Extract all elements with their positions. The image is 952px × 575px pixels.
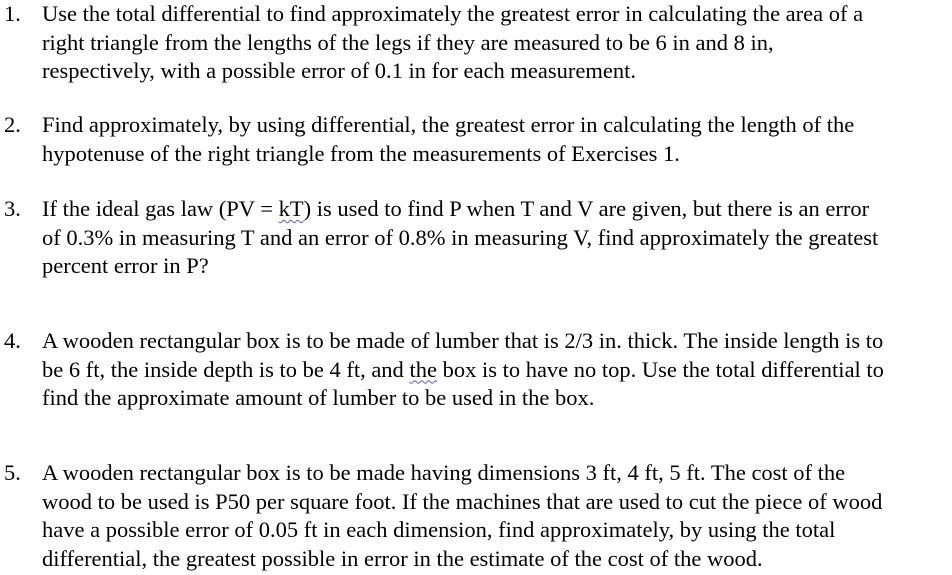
- problem-text: [42, 195, 947, 281]
- text-line: right triangle from the lengths of the legs if they are measured to be 6 in and 8 in,: [42, 29, 774, 55]
- text-line: [42, 195, 947, 224]
- problem-text: [42, 111, 947, 168]
- text-line: respectively, with a possible error of 0.1 in for each measurement.: [42, 58, 636, 83]
- spellcheck-flagged-word: kT: [278, 196, 304, 221]
- problem-text: [42, 459, 947, 573]
- problem-number: 2.: [4, 112, 21, 137]
- text-line: A wooden rectangular box is to be made of lumber that is 2/3 in. thick. The inside length is to: [42, 328, 884, 353]
- text-line: of 0.3% in measuring T and an error of 0.8% in measuring V, find approximately the greatest: [42, 224, 879, 250]
- problem-number: 5.: [4, 460, 21, 485]
- text-line: percent error in P?: [42, 253, 209, 278]
- text-line: [42, 356, 947, 385]
- text-line: hypotenuse of the right triangle from the measurements of Exercises 1.: [42, 140, 680, 166]
- text-line: have a possible error of 0.05 ft in each dimension, find approximately, by using the total: [42, 517, 836, 542]
- problem-number: 3.: [4, 196, 21, 221]
- problem-text: [42, 327, 947, 413]
- text-segment: If the ideal gas law (PV =: [42, 196, 279, 221]
- spellcheck-flagged-word: the: [409, 356, 437, 382]
- problem-number: 4.: [4, 328, 21, 353]
- text-line: Find approximately, by using differential, the greatest error in calculating the length of the: [42, 112, 855, 137]
- text-line: differential, the greatest possible in error in the estimate of the cost of the wood.: [42, 545, 763, 571]
- text-segment: be 6 ft, the inside depth is to be 4 ft, and: [42, 356, 410, 382]
- text-line: A wooden rectangular box is to be made having dimensions 3 ft, 4 ft, 5 ft. The cost of the: [42, 460, 846, 485]
- text-line: find the approximate amount of lumber to be used in the box.: [42, 385, 595, 410]
- problem-number: 1.: [4, 1, 21, 26]
- text-line: Use the total differential to find approximately the greatest error in calculating the area of a: [42, 1, 864, 26]
- text-segment: box is to have no top. Use the total differential to: [436, 356, 884, 382]
- problem-text: [42, 0, 947, 86]
- text-segment: ) is used to find P when T and V are given, but there is an error: [303, 196, 870, 221]
- text-line: wood to be used is P50 per square foot. If the machines that are used to cut the piece of wood: [42, 488, 883, 514]
